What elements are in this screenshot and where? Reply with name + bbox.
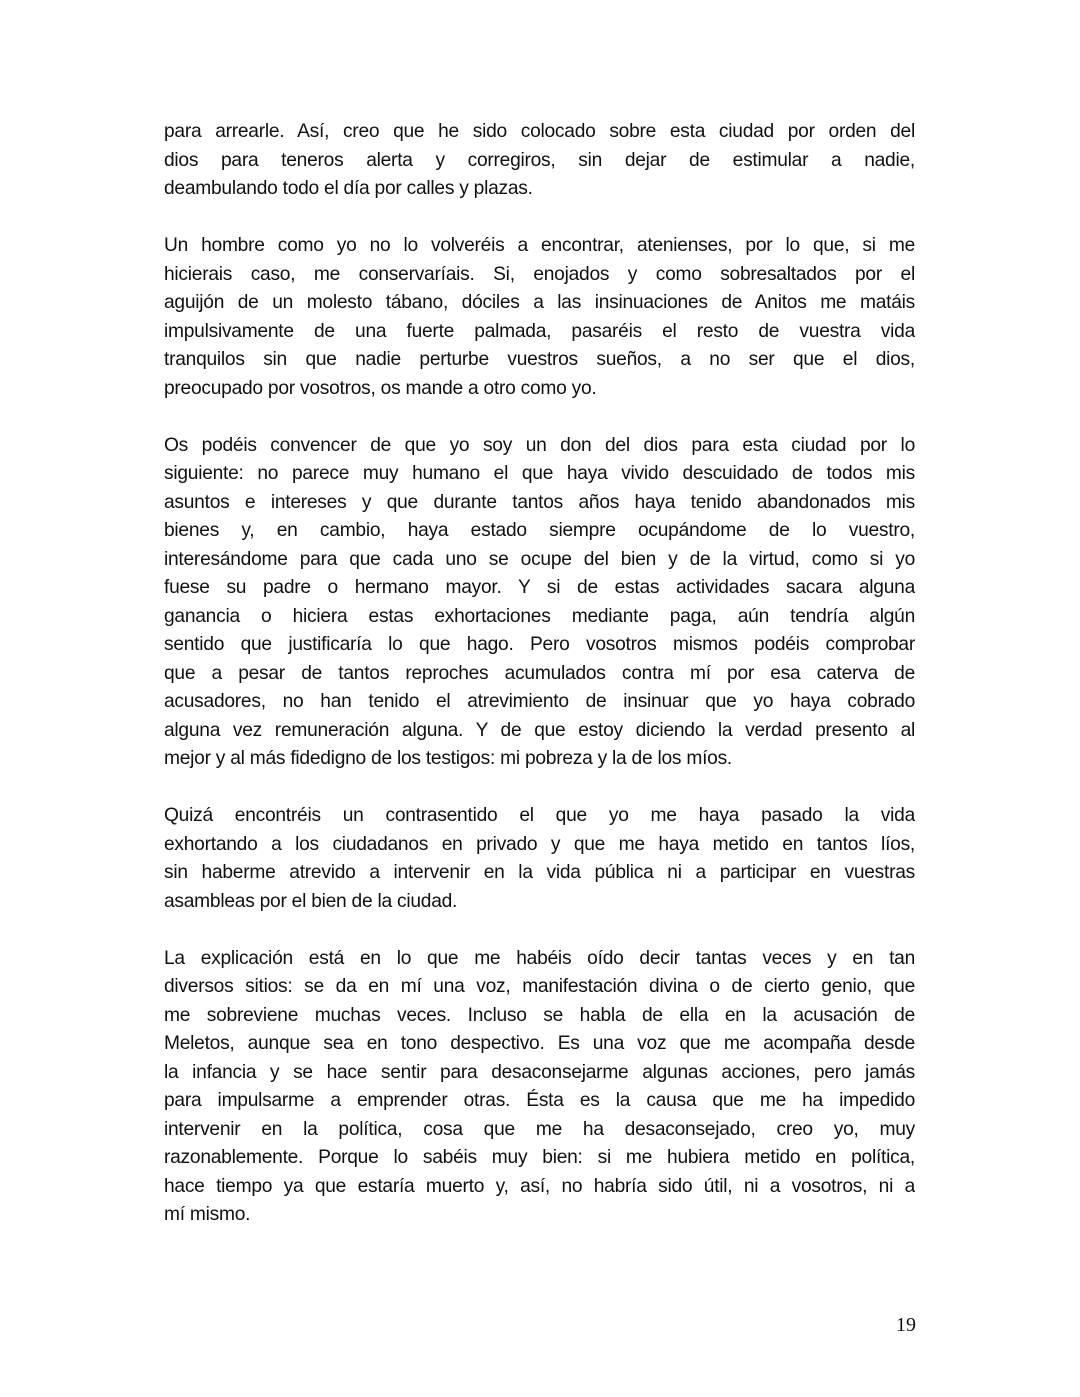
text-line: hicierais caso, me conservaríais. Si, enojados y como sobresaltados por el [164, 263, 915, 285]
text-line: aguijón de un molesto tábano, dóciles a las insinuaciones de Anitos me matáis [164, 292, 915, 313]
text-line: para impulsarme a emprender otras. Ésta es la causa que me ha impedido [164, 1090, 915, 1111]
text-line: exhortando a los ciudadanos en privado y que me haya metido en tantos líos, [164, 833, 915, 855]
text-line: mejor y al más fidedigno de los testigos: mi pobreza y la de los míos. [164, 748, 732, 769]
text-line: intervenir en la política, cosa que me ha desaconsejado, creo yo, muy [164, 1118, 915, 1140]
text-line: razonablemente. Porque lo sabéis muy bien: si me hubiera metido en política, [164, 1147, 915, 1168]
text-line: Os podéis convencer de que yo soy un don del dios para esta ciudad por lo [164, 434, 915, 456]
text-line: que a pesar de tantos reproches acumulados contra mí por esa caterva de [164, 662, 915, 684]
paragraph-2 [164, 232, 915, 403]
text-line: Quizá encontréis un contrasentido el que yo me haya pasado la vida [164, 805, 915, 826]
text-line: alguna vez remuneración alguna. Y de que estoy diciendo la verdad presento al [164, 719, 915, 741]
text-line: para arrearle. Así, creo que he sido colocado sobre esta ciudad por orden del [164, 121, 915, 142]
text-line: preocupado por vosotros, os mande a otro como yo. [164, 377, 597, 399]
paragraph-5 [164, 945, 915, 1230]
body-text [164, 118, 915, 1258]
text-line: dios para teneros alerta y corregiros, sin dejar de estimular a nadie, [164, 149, 915, 171]
text-line: asambleas por el bien de la ciudad. [164, 890, 458, 912]
text-line: Meletos, aunque sea en tono despectivo. Es una voz que me acompaña desde [164, 1033, 915, 1054]
text-line: Un hombre como yo no lo volveréis a encontrar, atenienses, por lo que, si me [164, 235, 915, 256]
text-line: bienes y, en cambio, haya estado siempre ocupándome de lo vuestro, [164, 520, 915, 541]
paragraph-4 [164, 802, 915, 916]
text-line: acusadores, no han tenido el atrevimiento de insinuar que yo haya cobrado [164, 691, 915, 712]
text-line: asuntos e intereses y que durante tantos años haya tenido abandonados mis [164, 491, 915, 513]
text-line: fuese su padre o hermano mayor. Y si de estas actividades sacara alguna [164, 577, 915, 598]
text-line: interesándome para que cada uno se ocupe del bien y de la virtud, como si yo [164, 548, 915, 570]
text-line: tranquilos sin que nadie perturbe vuestros sueños, a no ser que el dios, [164, 349, 915, 370]
text-line: mí mismo. [164, 1204, 251, 1225]
text-line: ganancia o hiciera estas exhortaciones mediante paga, aún tendría algún [164, 605, 915, 627]
text-line: sentido que justificaría lo que hago. Pero vosotros mismos podéis comprobar [164, 634, 915, 655]
text-line: La explicación está en lo que me habéis oído decir tantas veces y en tan [164, 947, 915, 969]
text-line: la infancia y se hace sentir para desaconsejarme algunas acciones, pero jamás [164, 1061, 915, 1083]
text-line: diversos sitios: se da en mí una voz, manifestación divina o de cierto genio, que [164, 976, 915, 997]
text-line: siguiente: no parece muy humano el que haya vivido descuidado de todos mis [164, 463, 915, 484]
text-line: hace tiempo ya que estaría muerto y, así, no habría sido útil, ni a vosotros, ni a [164, 1175, 915, 1197]
text-line: me sobreviene muchas veces. Incluso se habla de ella en la acusación de [164, 1004, 915, 1026]
page-number: 19 [896, 1314, 916, 1336]
text-line: deambulando todo el día por calles y plazas. [164, 178, 533, 199]
paragraph-3 [164, 432, 915, 774]
text-line: sin haberme atrevido a intervenir en la vida pública ni a participar en vuestras [164, 862, 915, 883]
text-line: impulsivamente de una fuerte palmada, pasaréis el resto de vuestra vida [164, 320, 915, 342]
paragraph-1 [164, 118, 915, 204]
